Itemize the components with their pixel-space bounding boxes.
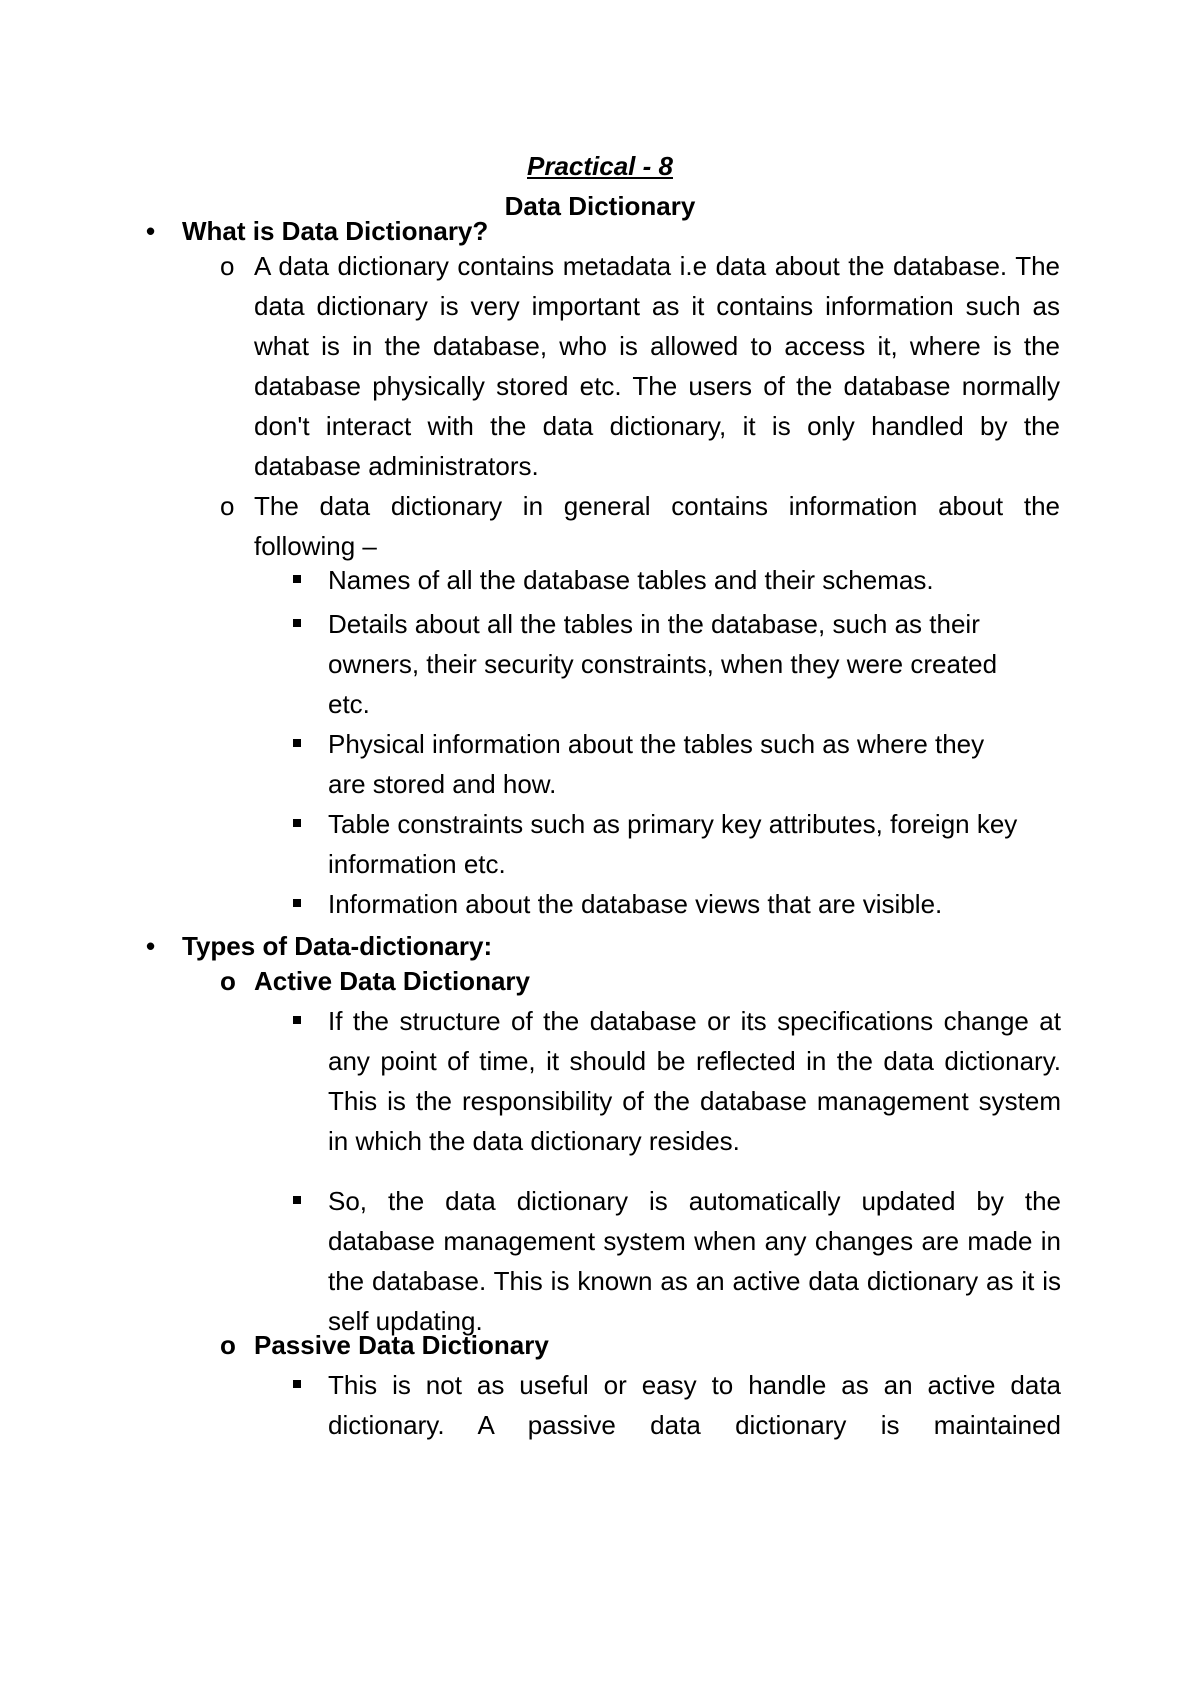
page-subtitle: Data Dictionary: [504, 191, 696, 221]
sub-list-item: [328, 1365, 1061, 1445]
list-item-text: The data dictionary in general contains information about the following –: [254, 491, 1060, 561]
bullet-icon: o: [220, 251, 235, 281]
list-item: [220, 961, 1060, 1001]
square-bullet-icon: [293, 739, 301, 747]
page-title: Practical - 8: [527, 151, 673, 181]
list-item-text: A data dictionary contains metadata i.e data about the database. The data dictionary is very important as it contains information such as what is in the database, who is allowed to access it, where is the database physically stored etc. The users of the database normally don't interact with the data dictionary, it is only handled by the database administrators.: [254, 251, 1060, 481]
sub-list-item-text: Information about the database views that are visible.: [328, 889, 943, 919]
section-heading: [146, 215, 489, 247]
list-item: [220, 246, 1060, 486]
sub-list-item-text: Physical information about the tables such as where they are stored and how.: [328, 729, 985, 799]
list-item: [220, 486, 1060, 566]
list-item-text: Passive Data Dictionary: [254, 1330, 549, 1360]
section-heading: [146, 930, 493, 962]
square-bullet-icon: [293, 1380, 301, 1388]
list-item: [220, 1325, 1060, 1365]
sub-list-item-text: Details about all the tables in the database, such as their owners, their security constraints, when they were created etc.: [328, 609, 998, 719]
square-bullet-icon: [293, 819, 301, 827]
bullet-icon: •: [146, 931, 156, 961]
square-bullet-icon: [293, 1196, 301, 1204]
section-heading-text: What is Data Dictionary?: [182, 216, 489, 246]
sub-list-item: [328, 884, 1061, 924]
sub-list-item-text: This is not as useful or easy to handle as an active data dictionary. A passive data dictionary is maintained: [328, 1370, 1061, 1440]
sub-list-item: [328, 804, 1061, 884]
square-bullet-icon: [293, 1016, 301, 1024]
section-heading-text: Types of Data-dictionary:: [182, 931, 493, 961]
sub-list-item: [328, 604, 1008, 724]
bullet-icon: o: [220, 491, 235, 521]
square-bullet-icon: [293, 619, 301, 627]
sub-list-item-text: Table constraints such as primary key attributes, foreign key information etc.: [328, 809, 1018, 879]
bullet-icon: o: [220, 1330, 236, 1360]
sub-list-item: [328, 1181, 1061, 1341]
bullet-icon: o: [220, 966, 236, 996]
sub-list-item-text: Names of all the database tables and their schemas.: [328, 565, 934, 595]
sub-list-item: [328, 1001, 1061, 1161]
sub-list-item: [328, 560, 1061, 600]
sub-list-item-text: So, the data dictionary is automatically updated by the database management system when any changes are made in the database. This is known as an active data dictionary as it is self updating.: [328, 1186, 1061, 1336]
bullet-icon: •: [146, 216, 156, 246]
sub-list-item-text: If the structure of the database or its specifications change at any point of time, it should be reflected in the data dictionary. This is the responsibility of the database management system in which the data dictionary resides.: [328, 1006, 1061, 1156]
square-bullet-icon: [293, 575, 301, 583]
list-item-text: Active Data Dictionary: [254, 966, 530, 996]
square-bullet-icon: [293, 899, 301, 907]
sub-list-item: [328, 724, 1008, 804]
